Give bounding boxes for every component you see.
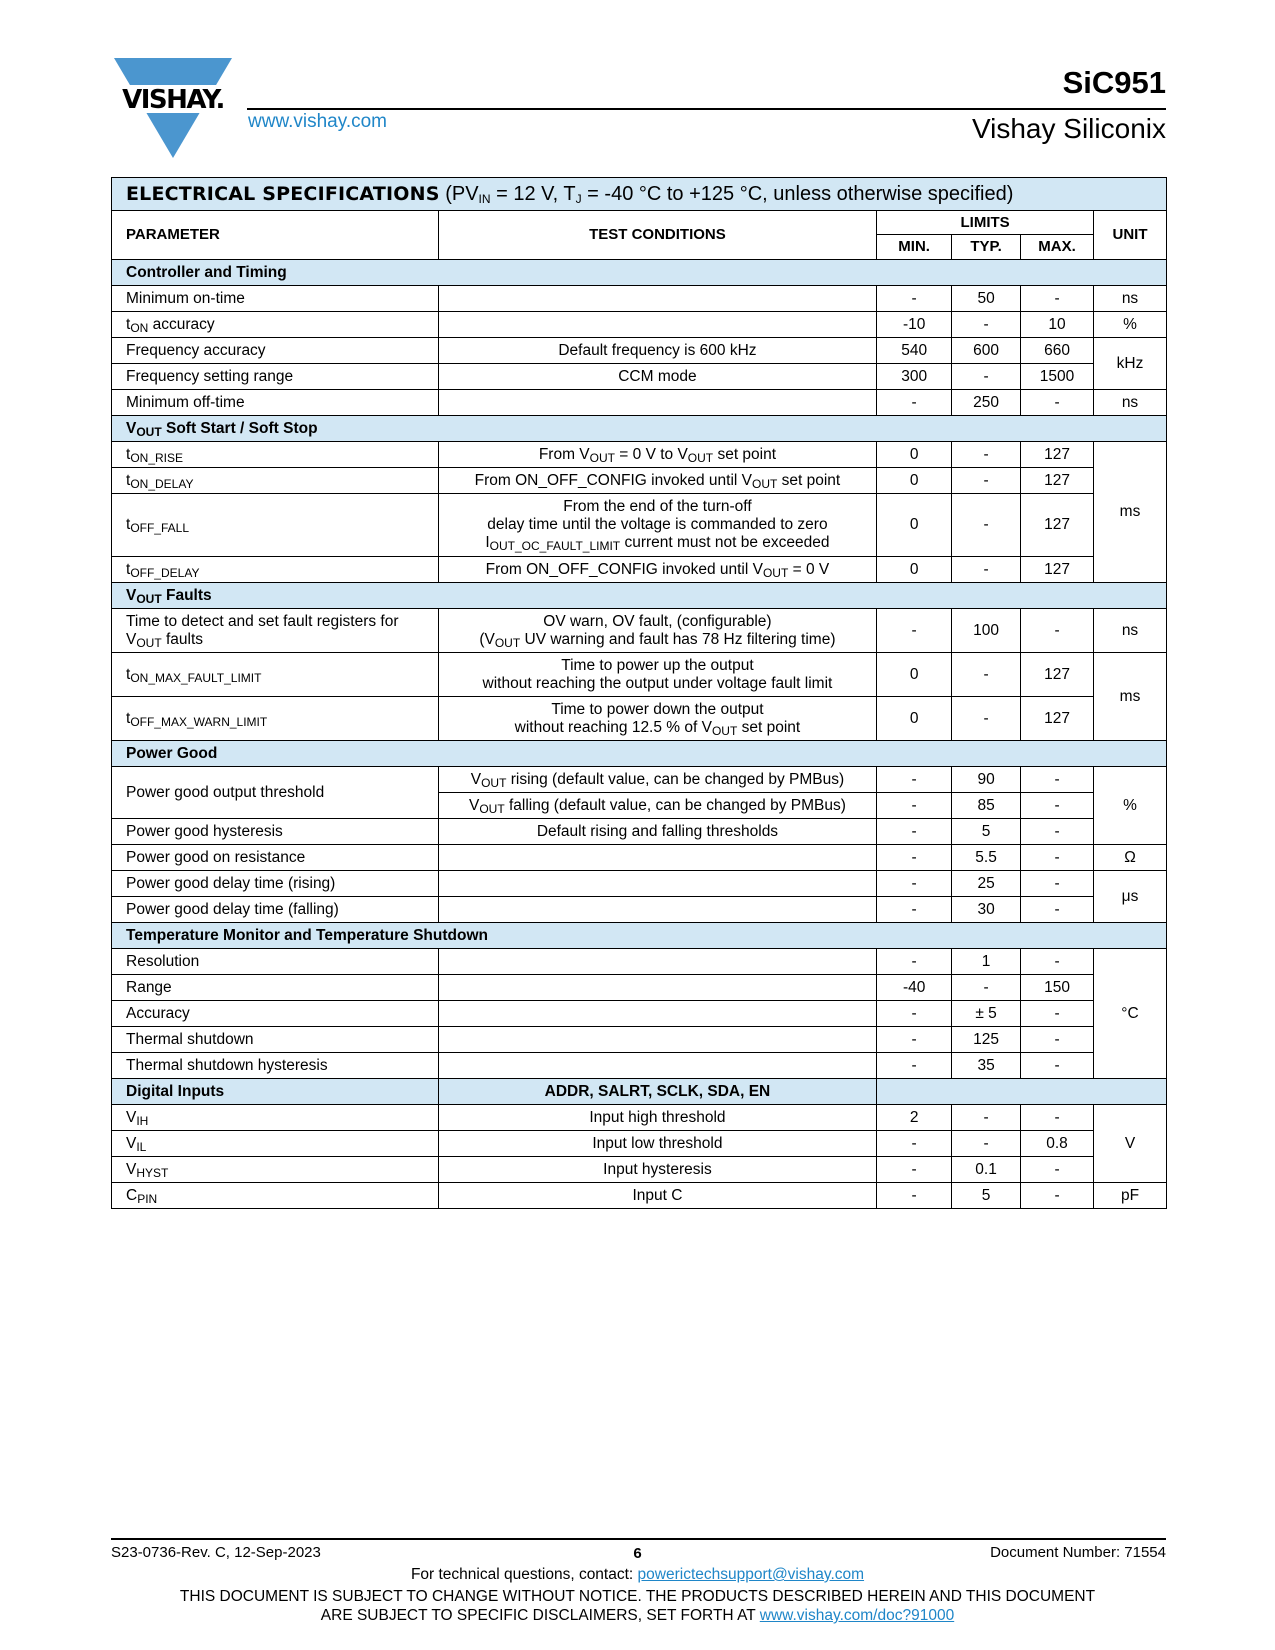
section-title: $V_{OUT}$ Faults [112,583,1167,609]
table-row: Resolution - 1 - °C [112,949,1167,975]
part-number: SiC951 [1062,65,1166,100]
revision-info: S23-0736-Rev. C, 12-Sep-2023 [111,1544,321,1561]
max-header: MAX. [1021,235,1094,260]
table-title-bold: ELECTRICAL SPECIFICATIONS [126,183,440,205]
section-vout-faults [112,583,1167,609]
section-digital-inputs [112,1079,1167,1105]
section-title: Controller and Timing [112,260,1167,286]
table-row: Power good delay time (rising) - 25 - μs [112,871,1167,897]
table-row: $V_{IL}$ Input low threshold - - 0.8 [112,1131,1167,1157]
section-title: Power Good [112,741,1167,767]
logo-text: VISHAY. [122,85,224,115]
document-number: Document Number: 71554 [990,1544,1166,1561]
table-row: $t_{OFF\_MAX\_WARN\_LIMIT}$ Time to power down the output without reaching 12.5 % of $V_{OUT}$ set point 0 - 127 [112,697,1167,741]
table-row: Minimum off-time - 250 - ns [112,390,1167,416]
test-conditions-header: TEST CONDITIONS [438,211,876,260]
table-row: $t_{OFF\_FALL}$ From the end of the turn-off delay time until the voltage is commanded to zero $I_{OUT\_OC\_FAULT\_LIMIT}$ current must not be exceeded 0 - 127 [112,494,1167,557]
section-soft-start [112,416,1167,442]
table-row: $t_{ON}$ accuracy -10 - 10 % [112,312,1167,338]
table-row: $t_{ON\_RISE}$ From $V_{OUT} = 0$ V to $V_{OUT}$ set point 0 - 127 ms [112,442,1167,468]
header-divider [247,108,1166,110]
company-name: Vishay Siliconix [971,113,1166,144]
header-row [112,211,1167,235]
electrical-specifications-table [111,177,1167,1209]
table-row: Accuracy - ± 5 - [112,1001,1167,1027]
table-row: Frequency setting range CCM mode 300 - 1500 [112,364,1167,390]
table-row: Thermal shutdown - 125 - [112,1027,1167,1053]
table-row: Time to detect and set fault registers for $V_{OUT}$ faults OV warn, OV fault, (configurable) ($V_{OUT}$ UV warning and fault has 78 Hz filtering time) - 100 - ns [112,609,1167,653]
page-number: 6 [633,1545,642,1562]
website-link[interactable]: www.vishay.com [248,111,388,132]
section-pins: ADDR, SALRT, SCLK, SDA, EN [438,1079,876,1105]
table-row: $t_{ON\_DELAY}$ From ON_OFF_CONFIG invoked until $V_{OUT}$ set point 0 - 127 [112,468,1167,494]
section-title: Digital Inputs [112,1079,439,1105]
section-power-good [112,741,1167,767]
section-title: Temperature Monitor and Temperature Shutdown [112,923,1167,949]
disclaimer-line-2: ARE SUBJECT TO SPECIFIC DISCLAIMERS, SET FORTH AT www.vishay.com/doc?91000 [320,1607,955,1624]
table-row: Range -40 - 150 [112,975,1167,1001]
table-title-row [112,178,1167,211]
limits-header: LIMITS [877,211,1094,235]
section-controller-timing [112,260,1167,286]
table-row: $V_{IH}$ Input high threshold 2 - - V [112,1105,1167,1131]
table-row: Minimum on-time - 50 - ns [112,286,1167,312]
section-title: $V_{OUT}$ Soft Start / Soft Stop [112,416,1167,442]
contact-email-link[interactable]: powerictechsupport@vishay.com [637,1566,865,1583]
table-row: Power good hysteresis Default rising and falling thresholds - 5 - [112,819,1167,845]
disclaimer-link[interactable]: www.vishay.com/doc?91000 [759,1607,955,1624]
footer-contact [0,1566,1275,1584]
min-header: MIN. [877,235,952,260]
table-row: Frequency accuracy Default frequency is 600 kHz 540 600 660 kHz [112,338,1167,364]
vishay-logo [112,58,234,160]
table-title: ELECTRICAL SPECIFICATIONS ($PV_{IN} = 12$ V, $T_J = -40$ °C to +125 °C, unless otherwise specified) [112,178,1167,211]
table-row: Thermal shutdown hysteresis - 35 - [112,1053,1167,1079]
typ-header: TYP. [952,235,1021,260]
table-row: $t_{ON\_MAX\_FAULT\_LIMIT}$ Time to power up the output without reaching the output under voltage fault limit 0 - 127 ms [112,653,1167,697]
section-temperature [112,923,1167,949]
disclaimer-line-1: THIS DOCUMENT IS SUBJECT TO CHANGE WITHOUT NOTICE. THE PRODUCTS DESCRIBED HEREIN AND THIS DOCUMENT [179,1588,1096,1605]
table-row: Power good delay time (falling) - 30 - [112,897,1167,923]
table-row: $C_{PIN}$ Input C - 5 - pF [112,1183,1167,1209]
table-row: $t_{OFF\_DELAY}$ From ON_OFF_CONFIG invoked until $V_{OUT} = 0$ V 0 - 127 [112,557,1167,583]
unit-header: UNIT [1094,211,1167,260]
table-row: Power good on resistance - 5.5 - Ω [112,845,1167,871]
footer-disclaimer [0,1587,1275,1625]
contact-label: For technical questions, contact: [410,1566,638,1583]
footer-divider [111,1538,1166,1540]
table-row: $V_{OUT}$ falling (default value, can be changed by PMBus) - 85 - [112,793,1167,819]
parameter-header: PARAMETER [112,211,439,260]
table-row: $V_{HYST}$ Input hysteresis - 0.1 - [112,1157,1167,1183]
table-row: Power good output threshold $V_{OUT}$ rising (default value, can be changed by PMBus) - 90 - % [112,767,1167,793]
